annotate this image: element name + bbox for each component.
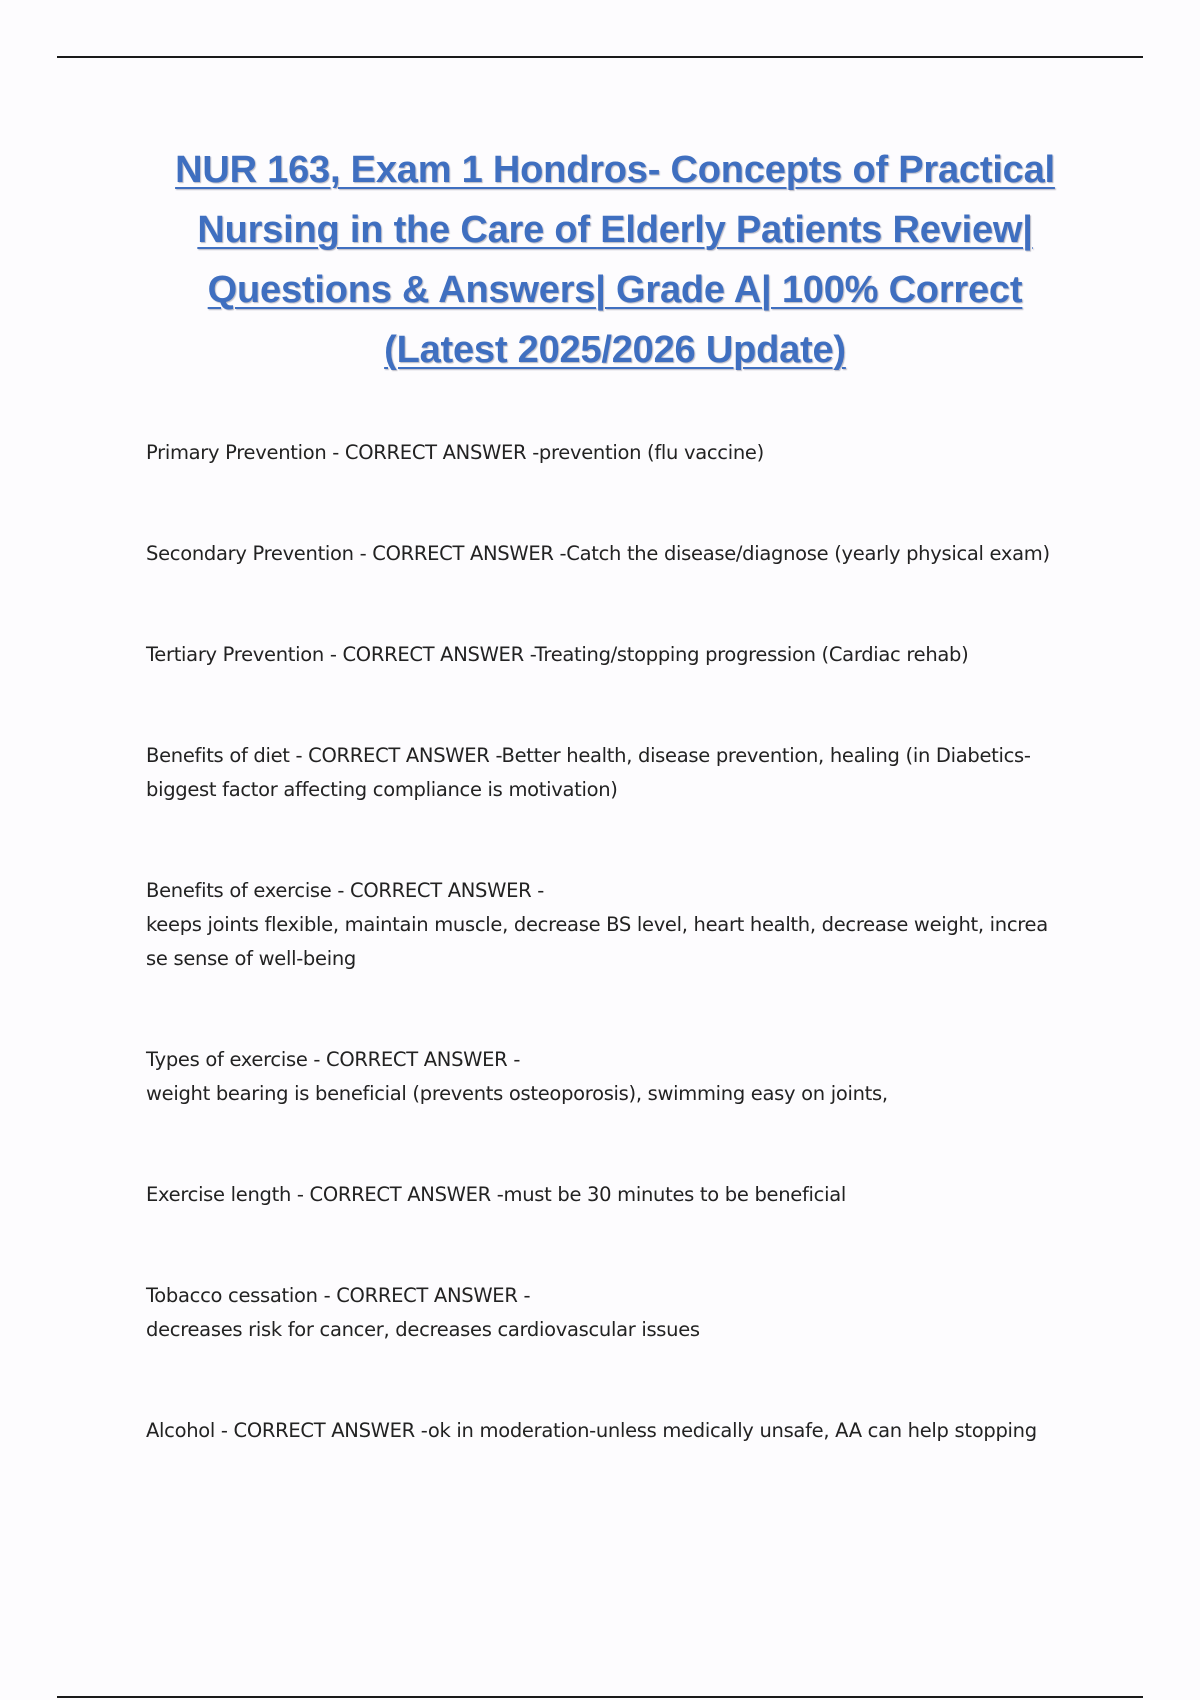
qa-line: decreases risk for cancer, decreases cardiovascular issues — [146, 1318, 700, 1341]
title-line: NUR 163, Exam 1 Hondros- Concepts of Practical — [175, 149, 1055, 191]
qa-line: biggest factor affecting compliance is motivation) — [146, 778, 618, 801]
qa-entry-primary-prevention — [146, 436, 1096, 470]
qa-entry-benefits-of-exercise — [146, 874, 1096, 976]
qa-line: Benefits of diet - CORRECT ANSWER -Better health, disease prevention, healing (in Diabetics- — [146, 744, 1031, 767]
qa-entry-alcohol — [146, 1414, 1096, 1448]
qa-line: se sense of well-being — [146, 947, 356, 970]
qa-line: Types of exercise - CORRECT ANSWER - — [146, 1048, 521, 1071]
title-line: (Latest 2025/2026 Update) — [384, 329, 846, 371]
qa-entry-tertiary-prevention — [146, 638, 1096, 672]
bottom-rule — [57, 1696, 1143, 1698]
qa-line: Exercise length - CORRECT ANSWER -must be 30 minutes to be beneficial — [146, 1183, 846, 1206]
qa-entry-benefits-of-diet — [146, 739, 1096, 807]
qa-line: keeps joints flexible, maintain muscle, decrease BS level, heart health, decrease weight, increa — [146, 913, 1048, 936]
title-line: Nursing in the Care of Elderly Patients Review| — [197, 209, 1033, 251]
qa-line: Benefits of exercise - CORRECT ANSWER - — [146, 879, 545, 902]
qa-entry-exercise-length — [146, 1178, 1096, 1212]
qa-line: Tobacco cessation - CORRECT ANSWER - — [146, 1284, 531, 1307]
top-rule — [57, 56, 1143, 58]
qa-line: weight bearing is beneficial (prevents osteoporosis), swimming easy on joints, — [146, 1082, 888, 1105]
qa-entry-types-of-exercise — [146, 1043, 1096, 1111]
qa-entry-secondary-prevention — [146, 537, 1096, 571]
title-line: Questions & Answers| Grade A| 100% Correct — [207, 269, 1023, 311]
document-title — [135, 140, 1095, 380]
qa-entry-tobacco-cessation — [146, 1279, 1096, 1347]
qa-line: Tertiary Prevention - CORRECT ANSWER -Treating/stopping progression (Cardiac rehab) — [146, 643, 969, 666]
qa-line: Primary Prevention - CORRECT ANSWER -prevention (flu vaccine) — [146, 441, 764, 464]
qa-line: Alcohol - CORRECT ANSWER -ok in moderation-unless medically unsafe, AA can help stopping — [146, 1419, 1037, 1442]
qa-line: Secondary Prevention - CORRECT ANSWER -Catch the disease/diagnose (yearly physical exam) — [146, 542, 1050, 565]
